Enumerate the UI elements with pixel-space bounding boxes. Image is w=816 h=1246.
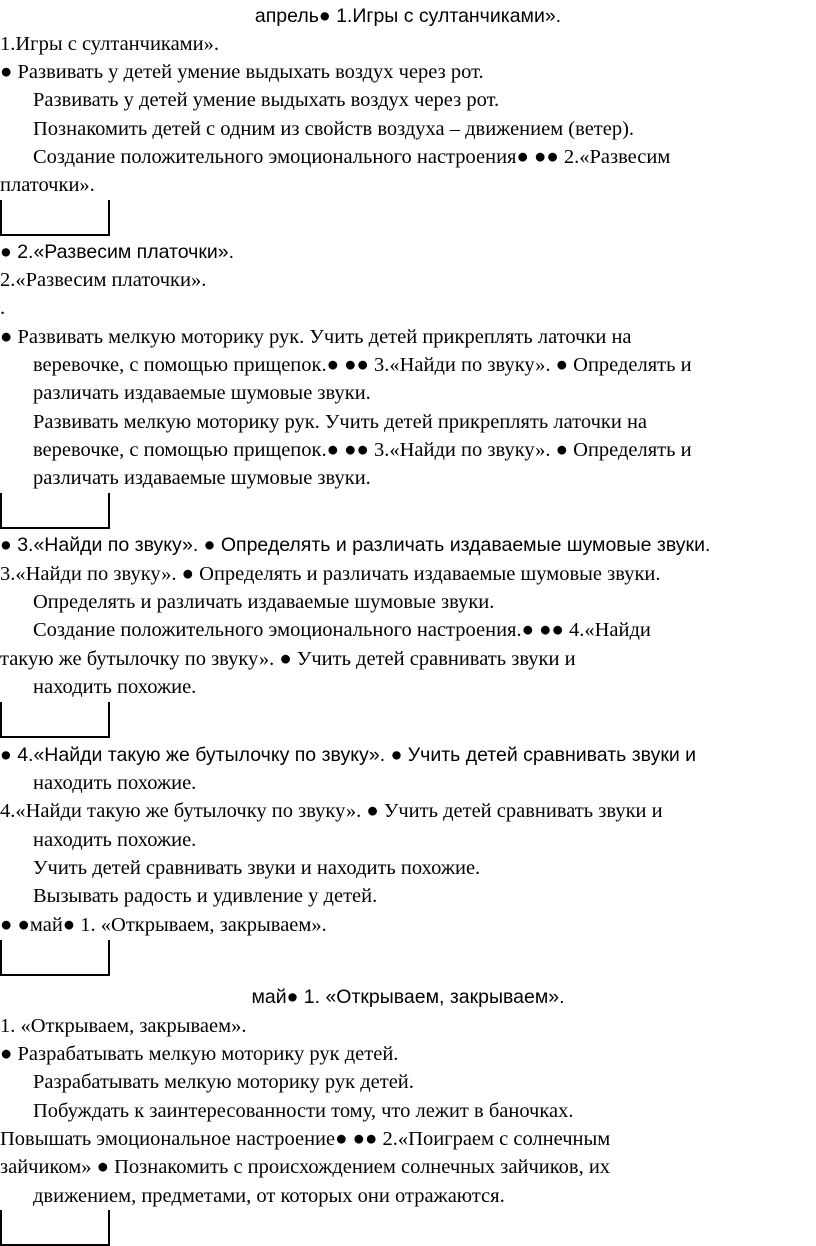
bullet-line: ● Развивать у детей умение выдыхать воздух через рот. <box>0 61 484 83</box>
section-heading-april: апрель● 1.Игры с султанчиками». <box>254 5 562 27</box>
empty-box <box>0 702 110 738</box>
text-line: находить похожие. <box>33 676 197 698</box>
bullet-line: ● Развивать мелкую моторику рук. Учить детей прикреплять латочки на <box>0 326 632 348</box>
text-line: Побуждать к заинтересованности тому, что лежит в баночках. <box>33 1100 574 1122</box>
text-line: движением, предметами, от которых они отражаются. <box>33 1185 505 1207</box>
text-line: различать издаваемые шумовые звуки. <box>33 382 371 404</box>
text-line: 1.Игры с султанчиками». <box>0 33 219 55</box>
text-line: . <box>0 297 6 319</box>
text-line: Познакомить детей с одним из свойств воздуха – движением (ветер). <box>33 118 635 140</box>
text-line: 4.«Найди такую же бутылочку по звуку». ● Учить детей сравнивать звуки и <box>0 800 663 822</box>
text-line: Повышать эмоциональное настроение● ●● 2.«Поиграем с солнечным <box>0 1128 611 1150</box>
empty-box <box>0 200 110 236</box>
text-line: веревочке, с помощью прищепок.● ●● 3.«Найди по звуку». ● Определять и <box>33 354 692 376</box>
text-line: Создание положительного эмоционального настроения.● ●● 4.«Найди <box>33 619 651 641</box>
text-line: зайчиком» ● Познакомить с происхождением солнечных зайчиков, их <box>0 1156 611 1178</box>
text-line: такую же бутылочку по звуку». ● Учить детей сравнивать звуки и <box>0 648 576 670</box>
text-line: 1. «Открываем, закрываем». <box>0 1015 247 1037</box>
empty-box <box>0 1210 110 1246</box>
text-line: Учить детей сравнивать звуки и находить похожие. <box>33 857 481 879</box>
text-line: Вызывать радость и удивление у детей. <box>33 885 378 907</box>
section-heading-may: май● 1. «Открываем, закрываем». <box>251 986 565 1008</box>
bullet-line: ● ●май● 1. «Открываем, закрываем». <box>0 914 327 936</box>
text-line: Определять и различать издаваемые шумовые звуки. <box>33 591 495 613</box>
bullet-line: ● Разрабатывать мелкую моторику рук детей. <box>0 1043 399 1065</box>
text-line: Развивать у детей умение выдыхать воздух через рот. <box>33 89 500 111</box>
empty-box <box>0 940 110 976</box>
section-heading: ● 2.«Развесим платочки». <box>0 241 235 263</box>
empty-box <box>0 493 110 529</box>
text-line: Развивать мелкую моторику рук. Учить детей прикреплять латочки на <box>33 411 648 433</box>
text-line: 2.«Развесим платочки». <box>0 269 207 291</box>
text-line: Разрабатывать мелкую моторику рук детей. <box>33 1071 414 1093</box>
text-line: различать издаваемые шумовые звуки. <box>33 467 371 489</box>
text-line: веревочке, с помощью прищепок.● ●● 3.«Найди по звуку». ● Определять и <box>33 439 692 461</box>
text-line: Создание положительного эмоционального настроения● ●● 2.«Развесим <box>33 146 671 168</box>
section-heading: ● 3.«Найди по звуку». ● Определять и различать издаваемые шумовые звуки. <box>0 534 711 556</box>
text-line: 3.«Найди по звуку». ● Определять и различать издаваемые шумовые звуки. <box>0 563 661 585</box>
section-heading: ● 4.«Найди такую же бутылочку по звуку». ● Учить детей сравнивать звуки и <box>0 744 697 766</box>
text-line: находить похожие. <box>33 772 197 794</box>
text-line: платочки». <box>0 174 95 196</box>
text-line: находить похожие. <box>33 829 197 851</box>
